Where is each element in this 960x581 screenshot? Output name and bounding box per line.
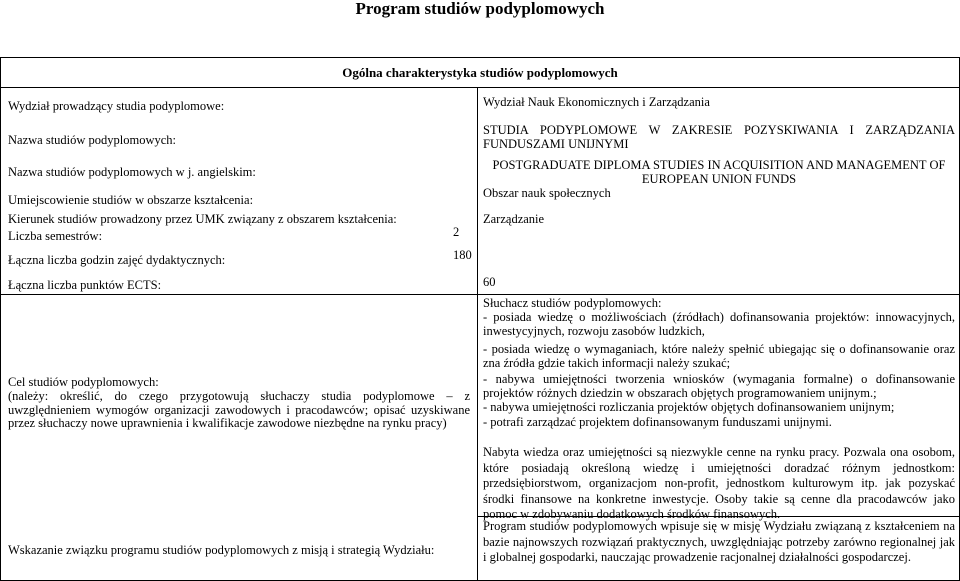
program-table — [0, 57, 960, 581]
goal-item: - potrafi zarządzać projektem dofinansowanym funduszami unijnymi. — [483, 415, 832, 429]
row-divider — [1, 294, 959, 295]
value-ects: 60 — [483, 275, 496, 289]
label-ects: Łączna liczba punktów ECTS: — [8, 278, 162, 292]
label-program-name: Nazwa studiów podyplomowych: — [8, 133, 177, 147]
value-area: Obszar nauk społecznych — [483, 186, 611, 200]
label-goal-desc: (należy: określić, do czego przygotowują słuchaczy studia podyplomowe – z uwzględnieniem wymogów organizacji zawodowych i pracodawców; opisać uzyskiwane przez słuchaczy nowe uprawnienia i kwalifikacje zawodowe niezbędne na rynku pracy) — [8, 389, 470, 430]
value-semesters: 2 — [453, 225, 460, 239]
label-hours: Łączna liczba godzin zajęć dydaktycznych: — [8, 253, 226, 267]
column-divider — [477, 87, 478, 580]
label-area: Umiejscowienie studiów w obszarze kształcenia: — [8, 193, 254, 207]
value-field: Zarządzanie — [483, 212, 545, 226]
value-strategy: Program studiów podyplomowych wpisuje się w misję Wydziału związaną z kształceniem na bazie najnowszych rozwiązań praktycznych, uwzględniając potrzeby zarówno regionalnej jak i globalnej gospodarki, nauczając prowadzenie racjonalnej działalności gospodarczej. — [483, 519, 955, 564]
document-title: Program studiów podyplomowych — [355, 0, 605, 18]
label-faculty: Wydział prowadzący studia podyplomowe: — [8, 99, 225, 113]
label-program-name-en: Nazwa studiów podyplomowych w j. angielskim: — [8, 165, 256, 179]
value-program-name: STUDIA PODYPLOMOWE W ZAKRESIE POZYSKIWANIA I ZARZĄDZANIA FUNDUSZAMI UNIJNYMI — [483, 123, 955, 151]
goal-summary: Nabyta wiedza oraz umiejętności są niezwykle cenne na rynku pracy. Pozwala ona osobom, które posiadają określoną wiedzę i umiejętności doradzać różnym jednostkom: przedsiębiorstwom, organizacjom non-profit, jednostkom kulturowym itp. jak pozyskać środki finansowe na konkretne inwestycje. Osoby takie są cenne dla pracodawców jako pomoc w zdobywaniu dodatkowych środków finansowych. — [483, 445, 955, 521]
row-divider — [1, 87, 959, 88]
goal-item: - nabywa umiejętności tworzenia wniosków (wymagania formalne) o dofinansowanie projektów różnych dziedzin w obszarach objętych programowaniem unijnym.; — [483, 372, 955, 400]
value-faculty: Wydział Nauk Ekonomicznych i Zarządzania — [483, 95, 710, 109]
label-goal-title: Cel studiów podyplomowych: — [8, 375, 159, 389]
label-field: Kierunek studiów prowadzony przez UMK związany z obszarem kształcenia: — [8, 212, 397, 226]
value-program-name-en: POSTGRADUATE DIPLOMA STUDIES IN ACQUISITION AND MANAGEMENT OF EUROPEAN UNION FUNDS — [492, 158, 946, 186]
goal-item: - nabywa umiejętności rozliczania projektów objętych dofinansowaniem unijnym; — [483, 400, 895, 414]
section-header: Ogólna charakterystyka studiów podyplomowych — [342, 65, 618, 80]
label-strategy: Wskazanie związku programu studiów podyplomowych z misją i strategią Wydziału: — [8, 543, 435, 557]
goal-intro: Słuchacz studiów podyplomowych: — [483, 296, 662, 310]
label-semesters: Liczba semestrów: — [8, 229, 103, 243]
value-hours: 180 — [453, 248, 472, 262]
goal-item: - posiada wiedzę o wymaganiach, które należy spełnić ubiegając się o dofinansowanie oraz zna źródła gdzie takich informacji należy szukać; — [483, 342, 955, 370]
goal-item: - posiada wiedzę o możliwościach (źródłach) dofinansowania projektów: innowacyjnych, inwestycyjnych, rozwoju zasobów ludzkich, — [483, 310, 955, 338]
